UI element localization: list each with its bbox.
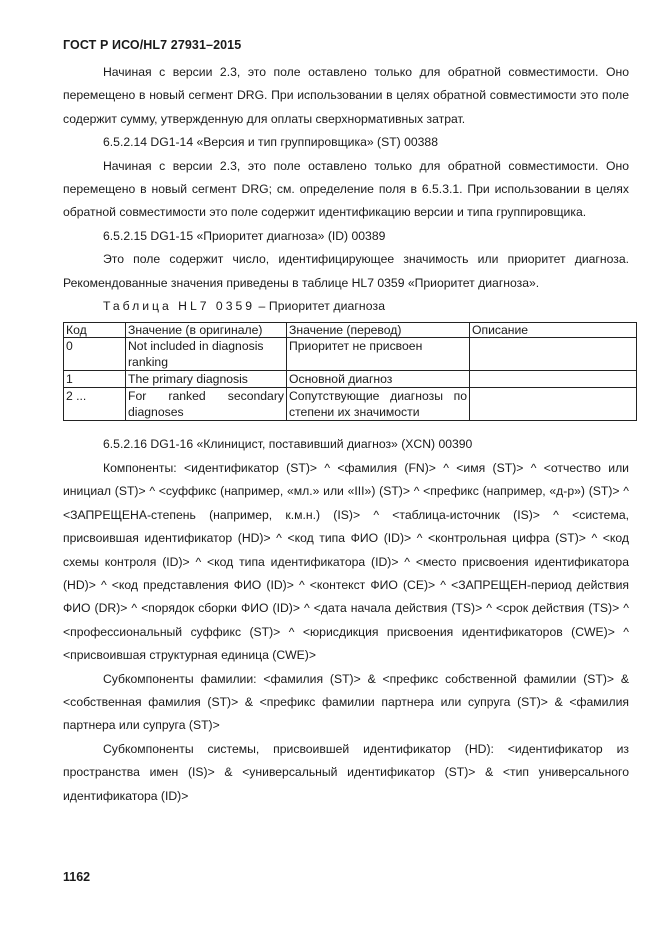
cell-original: For ranked secondary diagnoses [126,388,287,421]
paragraph-dg1-14: Начиная с версии 2.3, это поле оставлено только для обратной совместимости. Оно перемещено в новый сегмент DRG; см. определение поля в 6.5.3.1. При использовании в целях обратной совместимости это поле содержит идентификацию версии и типа группировщика. [63,158,629,220]
section-heading-dg1-14: 6.5.2.14 DG1-14 «Версия и тип группировщика» (ST) 00388 [103,135,438,150]
table-header-row [64,323,637,338]
table-caption-label: Таблица HL7 0359 [103,299,256,314]
cell-translation: Основной диагноз [287,371,470,388]
table-caption [63,295,629,318]
paragraph-compatibility-13: Начиная с версии 2.3, это поле оставлено только для обратной совместимости. Оно перемещено в новый сегмент DRG. При использовании в целях обратной совместимости это поле содержит сумму, утвержденную для оплаты сверхнормативных затрат. [63,65,629,126]
table-row [64,338,637,371]
section-heading-dg1-16: 6.5.2.16 DG1-16 «Клиницист, поставивший диагноз» (XCN) 00390 [103,437,473,452]
table-row [64,371,637,388]
cell-description [470,388,637,421]
cell-original: Not included in diagnosis ranking [126,338,287,371]
priority-table [63,322,637,421]
page-number: 1162 [63,870,91,884]
cell-code: 2 ... [64,388,126,421]
document-body [63,61,629,808]
cell-translation: Приоритет не присвоен [287,338,470,371]
table-caption-title: Приоритет диагноза [268,299,386,314]
section-dg1-16 [63,433,629,808]
table-caption-separator: – [255,299,269,314]
cell-translation: Сопутствующие диагнозы по степени их значимости [287,388,470,421]
section-heading-dg1-15: 6.5.2.15 DG1-15 «Приоритет диагноза» (ID) 00389 [103,228,386,243]
paragraph-system-subcomponents: Субкомпоненты системы, присвоившей идентификатор (HD): <идентификатор из пространства имен (IS)> & <универсальный идентификатор (ST)> & <тип универсального идентификатора (ID)> [63,741,629,803]
cell-description [470,338,637,371]
cell-description [470,371,637,388]
col-header-description: Описание [470,323,637,338]
paragraph-dg1-15: Это поле содержит число, идентифицирующее значимость или приоритет диагноза. Рекомендованные значения приведены в таблице HL7 0359 «Приоритет диагноза». [63,252,629,290]
cell-code: 1 [64,371,126,388]
cell-original: The primary diagnosis [126,371,287,388]
cell-code: 0 [64,338,126,371]
col-header-translation: Значение (перевод) [287,323,470,338]
paragraph-components: Компоненты: <идентификатор (ST)> ^ <фамилия (FN)> ^ <имя (ST)> ^ <отчество или инициал (ST)> ^ <суффикс (например, «мл.» или «III») (ST)> ^ <префикс (например, «д-р») (ST)> ^ <ЗАПРЕЩЕНА-степень (например, к.м.н.) (IS)> ^ <таблица-источник (IS)> ^ <система, присвоившая идентификатор (HD)> ^ <код типа ФИО (ID)> ^ <контрольная цифра (ST)> ^ <код схемы контроля (ID)> ^ <код типа идентификатора (ID)> ^ <место присвоения идентификатора (HD)> ^ <код представления ФИО (ID)> ^ <контекст ФИО (CE)> ^ <ЗАПРЕЩЕН-период действия ФИО (DR)> ^ <порядок сборки ФИО (ID)> ^ <дата начала действия (TS)> ^ <срок действия (TS)> ^ <профессиональный суффикс (ST)> ^ <юрисдикция присвоения идентификаторов (CWE)> ^ <присвоившая структурная единица (CWE)> [63,460,629,663]
col-header-original: Значение (в оригинале) [126,323,287,338]
paragraph-family-subcomponents: Субкомпоненты фамилии: <фамилия (ST)> & <префикс собственной фамилии (ST)> & <собственная фамилия (ST)> & <префикс фамилии партнера или супруга (ST)> & <фамилия партнера или супруга (ST)> [63,671,629,733]
standard-header: ГОСТ Р ИСО/HL7 27931–2015 [63,38,242,52]
col-header-code: Код [64,323,126,338]
table-row [64,388,637,421]
